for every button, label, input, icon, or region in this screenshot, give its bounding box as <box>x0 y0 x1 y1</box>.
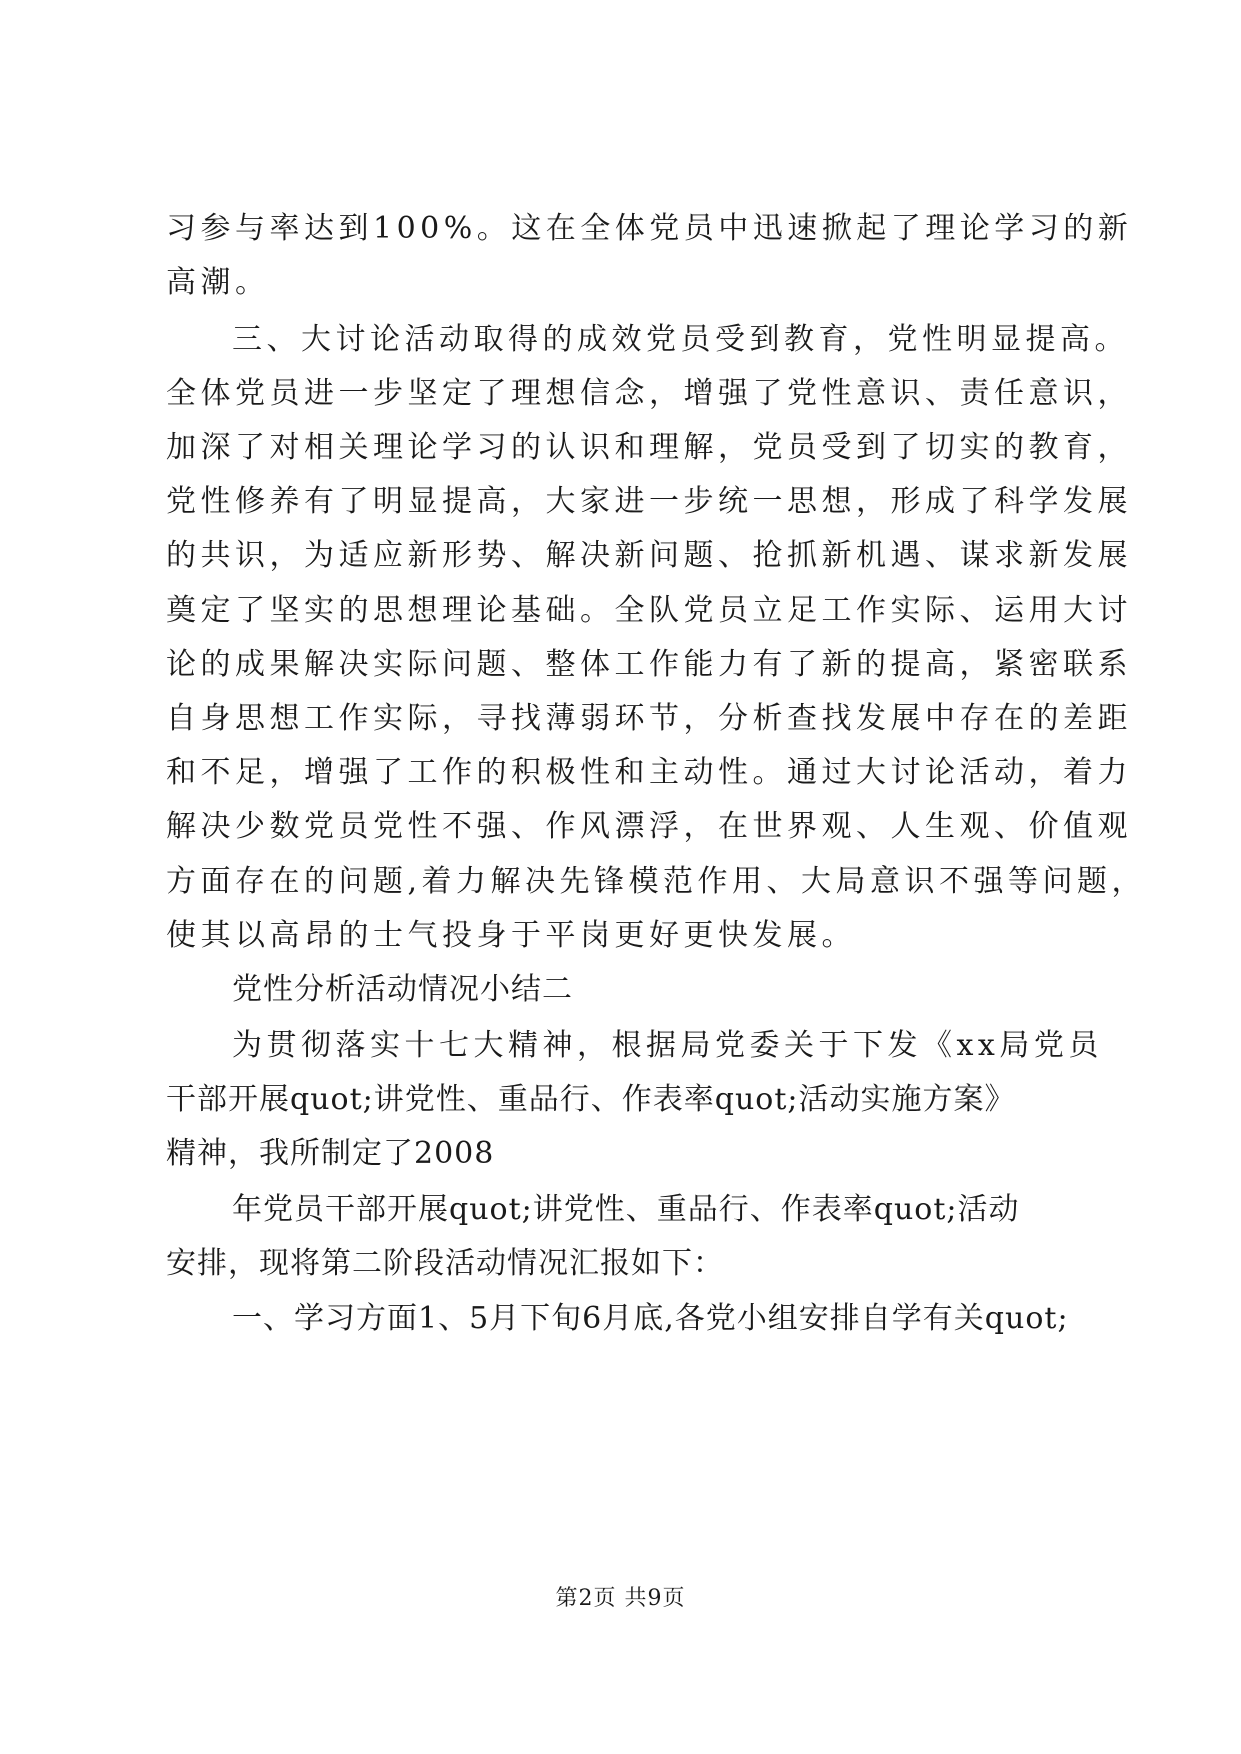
text-line-14: 使其以高昂的士气投身于平岗更好更快发展。 <box>166 918 856 953</box>
text-line-16: 为贯彻落实十七大精神，根据局党委关于下发《xx局党员 <box>232 1028 1103 1063</box>
text-line-7: 的共识，为适应新形势、解决新问题、抢抓新机遇、谋求新发展 <box>166 538 1132 573</box>
section-title-summary-two: 党性分析活动情况小结二 <box>232 972 573 1007</box>
text-line-4: 全体党员进一步坚定了理想信念，增强了党性意识、责任意识， <box>166 376 1132 411</box>
text-line-1: 习参与率达到100%。这在全体党员中迅速掀起了理论学习的新 <box>166 211 1133 246</box>
text-line-9: 论的成果解决实际问题、整体工作能力有了新的提高，紧密联系 <box>166 647 1132 682</box>
text-line-18: 精神，我所制定了2008 <box>166 1136 495 1171</box>
page-number-footer: 第2页 共9页 <box>555 1586 686 1611</box>
text-line-17: 干部开展quot;讲党性、重品行、作表率quot;活动实施方案》 <box>166 1082 1016 1117</box>
text-line-6: 党性修养有了明显提高，大家进一步统一思想，形成了科学发展 <box>166 484 1132 519</box>
text-line-8: 奠定了坚实的思想理论基础。全队党员立足工作实际、运用大讨 <box>166 593 1132 628</box>
text-line-10: 自身思想工作实际，寻找薄弱环节，分析查找发展中存在的差距 <box>166 701 1132 736</box>
text-line-5: 加深了对相关理论学习的认识和理解，党员受到了切实的教育， <box>166 430 1132 465</box>
text-line-11: 和不足，增强了工作的积极性和主动性。通过大讨论活动，着力 <box>166 755 1132 790</box>
text-line-13: 方面存在的问题,着力解决先锋模范作用、大局意识不强等问题， <box>166 864 1147 899</box>
text-line-2: 高潮。 <box>166 265 270 300</box>
text-line-20: 安排，现将第二阶段活动情况汇报如下： <box>166 1246 724 1281</box>
section-heading-three: 三、大讨论活动取得的成效党员受到教育，党性明显提高。 <box>232 322 1129 357</box>
text-line-19: 年党员干部开展quot;讲党性、重品行、作表率quot;活动 <box>232 1192 1020 1227</box>
text-line-21: 一、学习方面1、5月下旬6月底,各党小组安排自学有关quot; <box>232 1301 1069 1336</box>
text-line-12: 解决少数党员党性不强、作风漂浮，在世界观、人生观、价值观 <box>166 809 1132 844</box>
